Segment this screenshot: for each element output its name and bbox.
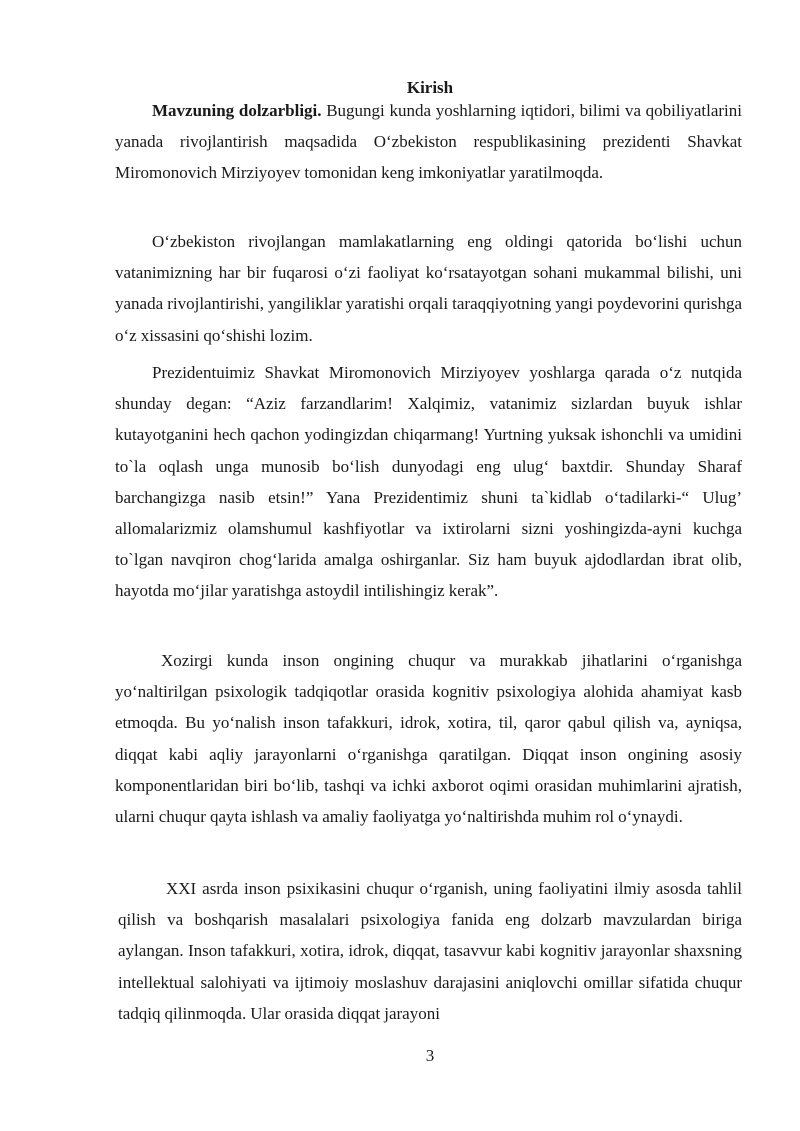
- paragraph: O‘zbekiston rivojlangan mamlakatlarning eng oldingi qatorida bo‘lishi uchun vatanimizning har bir fuqarosi o‘zi faoliyat ko‘rsatayotgan sohani mukammal bilishi, uni yanada rivojlantirishi, yangiliklar yaratishi orqali taraqqiyotning yangi poydevorini qurishga o‘z xissasini qo‘shishi lozim.: [115, 232, 742, 345]
- paragraph-quote: Prezidentuimiz Shavkat Miromonovich Mirziyoyev yoshlarga qarada o‘z nutqida shunday degan: “Aziz farzandlarim! Xalqimiz, vatanimiz sizlardan buyuk ishlar kutayotganini hech qachon yodingizdan chiqarmang! Yurtning yuksak ishonchli va umidini to`la oqlash unga munosib bo‘lish dunyodagi eng ulug‘ baxtdir. Shunday Sharaf barchangizga nasib etsin!” Yana Prezidentimiz shuni ta`kidlab o‘tadilarki-“ Ulug’ allomalarizmiz olamshumul kashfiyotlar va ixtirolarni sizni yoshingizda-ayni kuchga to`lgan navqiron chog‘larida amalga oshirganlar. Siz ham buyuk ajdodlardan ibrat olib, hayotda mo‘jilar yaratishga astoydil intilishingiz kerak”.: [115, 363, 742, 601]
- paragraph-lead-heading: Mavzuning dolzarbligi.: [152, 101, 322, 120]
- page-number: 3: [425, 1046, 435, 1065]
- paragraph: XXI asrda inson psixikasini chuqur o‘rganish, uning faoliyatini ilmiy asosda tahlil qilish va boshqarish masalalari psixologiya fanida eng dolzarb mavzulardan biriga aylangan. Inson tafakkuri, xotira, idrok, diqqat, tasavvur kabi kognitiv jarayonlar shaxsning intellektual salohiyati va ijtimoiy moslashuv darajasini aniqlovchi omillar sifatida chuqur tadqiq qilinmoqda. Ular orasida diqqat jarayoni: [118, 879, 742, 1023]
- paragraph-relevance: [115, 95, 742, 189]
- page-title: Kirish: [406, 78, 454, 97]
- paragraph-text: Bugungi kunda yoshlarning iqtidori, bilimi va qobiliyatlarini yanada rivojlantirish maqsadida O‘zbekiston respublikasining prezidenti Shavkat Miromonovich Mirziyoyev tomonidan keng imkoniyatlar yaratilmoqda.: [115, 101, 742, 183]
- paragraph: Xozirgi kunda inson ongining chuqur va murakkab jihatlarini o‘rganishga yo‘naltirilgan psixologik tadqiqotlar orasida kognitiv psixologiya alohida ahamiyat kasb etmoqda. Bu yo‘nalish inson tafakkuri, idrok, xotira, til, qaror qabul qilish va, ayniqsa, diqqat kabi aqliy jarayonlarni o‘rganishga qaratilgan. Diqqat inson ongining asosiy komponentlaridan biri bo‘lib, tashqi va ichki axborot oqimi orasidan muhimlarini ajratish, ularni chuqur qayta ishlash va amaliy faoliyatga yo‘naltirishda muhim rol o‘ynaydi.: [115, 651, 742, 827]
